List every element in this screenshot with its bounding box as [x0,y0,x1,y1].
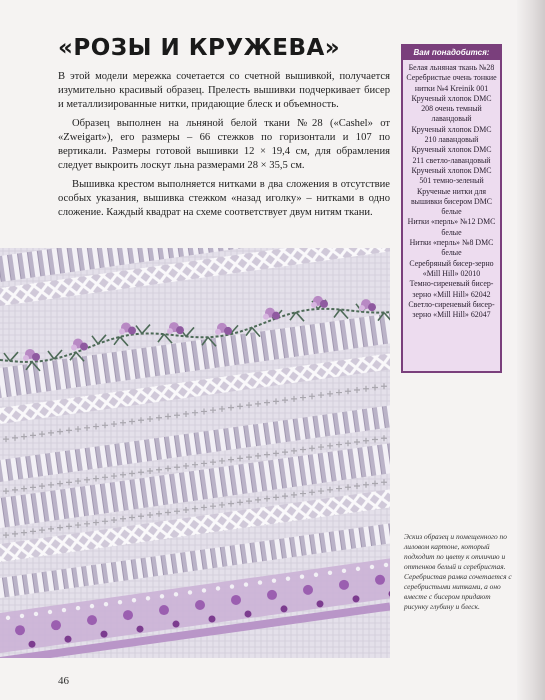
page-number: 46 [58,675,69,687]
silver-bead [146,596,150,600]
lavender-bead [65,636,72,643]
lavender-bead [195,600,205,610]
material-item: Крученый хлопок DMC 210 лавандовый [411,124,492,145]
material-item: Серебристые очень тонкие нитки №4 Kreinik 001 [406,73,497,93]
rose-bud [23,355,29,361]
embroidery-illustration [0,248,390,658]
material-item: Крученый хлопок DMC 501 темно-зеленый [411,165,492,186]
rose-bud [80,343,88,351]
lavender-bead [281,605,288,612]
lavender-bead [123,610,133,620]
silver-bead [6,616,10,620]
paragraph-3: Вышивка крестом выполняется нитками в два сложения в отсутствие особых указания, вышивка стежком «назад иголку» – нитками в одно сложение. Каждый квадрат на схеме соответствует двум нитям ткани. [58,179,390,218]
silver-bead [314,573,318,577]
lavender-bead [353,595,360,602]
rose-bud [272,312,280,320]
lavender-bead [245,610,252,617]
material-item: Белая льняная ткань №28 [408,63,495,72]
lavender-bead [173,621,180,628]
lavender-bead [267,590,277,600]
silver-bead [370,565,374,569]
silver-bead [76,606,80,610]
rose-bud [128,327,136,335]
silver-bead [216,586,220,590]
silver-bead [104,602,108,606]
silver-bead [34,612,38,616]
materials-panel [403,46,500,371]
materials-heading: Вам понадобится: [403,46,500,60]
materials-box [401,44,502,373]
silver-bead [384,563,388,567]
silver-bead [272,578,276,582]
silver-bead [48,610,52,614]
paragraph-2: Образец выполнен на льняной белой ткани №28 («Cashel» от «Zweigart»), его размеры – 66 стежков по горизонтали и 107 по вертикали. Размеры готовой вышивки 12 × 19,4 см, для обрамления следует выкроить лоскут льна размерами 28 × 35,5 см. [58,118,390,171]
silver-bead [20,614,24,618]
silver-bead [188,590,192,594]
paragraph-1: В этой модели мережка сочетается со счетной вышивкой, получается изумительно красивый образец. Прелесть вышивки подчеркивает бисер и металлизированные нитки, придающие блеск и объемность. [58,71,390,110]
rose-bud [167,328,173,334]
article-title: «РОЗЫ И КРУЖЕВА» [58,35,341,61]
silver-bead [356,567,360,571]
lavender-bead [231,595,241,605]
rose-bud [71,345,77,351]
silver-bead [258,580,262,584]
silver-bead [174,592,178,596]
lavender-bead [137,626,144,633]
silver-bead [244,582,248,586]
lavender-bead [15,625,25,635]
silver-bead [132,598,136,602]
material-item: Крученые нитки для вышивки бисером DMC белые [410,186,493,217]
material-item: Темно-сиреневый бисер-зерно «Mill Hill» 62042 [409,279,494,299]
material-item: Нитки «перль» №12 DMC белые [407,217,496,237]
embroidery-photo [0,248,390,658]
silver-bead [286,576,290,580]
material-item: Серебряный бисер-зерно «Mill Hill» 02010 [409,258,494,278]
rose-bud [32,353,40,361]
lavender-bead [317,600,324,607]
material-item: Светло-сиреневый бисер-зерно «Mill Hill» 62047 [408,299,495,320]
silver-bead [160,594,164,598]
silver-bead [342,569,346,573]
rose-bud [263,314,269,320]
rose-bud [368,303,376,311]
lavender-bead [101,631,108,638]
material-item: Нитки «перль» №8 DMC белые [409,238,494,258]
silver-bead [300,575,304,579]
lavender-bead [87,615,97,625]
lavender-bead [29,641,36,648]
materials-list [406,63,497,320]
lavender-bead [375,575,385,585]
rose-bud [224,327,232,335]
silver-bead [118,600,122,604]
lavender-bead [339,580,349,590]
silver-bead [202,588,206,592]
book-gutter [517,0,545,700]
rose-bud [359,305,365,311]
silver-bead [62,608,66,612]
photo-caption: Эскиз образец и помещенного по лиловом картоне, который подходит по цвету к отличию и оттенков белый и серебристая. Серебристая рамка сочетается с серебристыми нитками, а оно вместе с бисером придают рисунку глубину и блеск. [404,532,512,611]
rose-bud [215,329,221,335]
rose-bud [119,329,125,335]
rose-bud [320,300,328,308]
lavender-bead [159,605,169,615]
article-body [58,70,390,225]
silver-bead [230,584,234,588]
lavender-bead [51,620,61,630]
silver-bead [90,604,94,608]
lavender-bead [303,585,313,595]
lavender-bead [209,616,216,623]
rose-bud [311,302,317,308]
silver-bead [328,571,332,575]
material-item: Крученый хлопок DMC 211 светло-лавандовый [411,145,492,165]
material-item: Крученый хлопок DMC 208 очень темный лавандовый [411,93,492,124]
rose-bud [176,326,184,334]
